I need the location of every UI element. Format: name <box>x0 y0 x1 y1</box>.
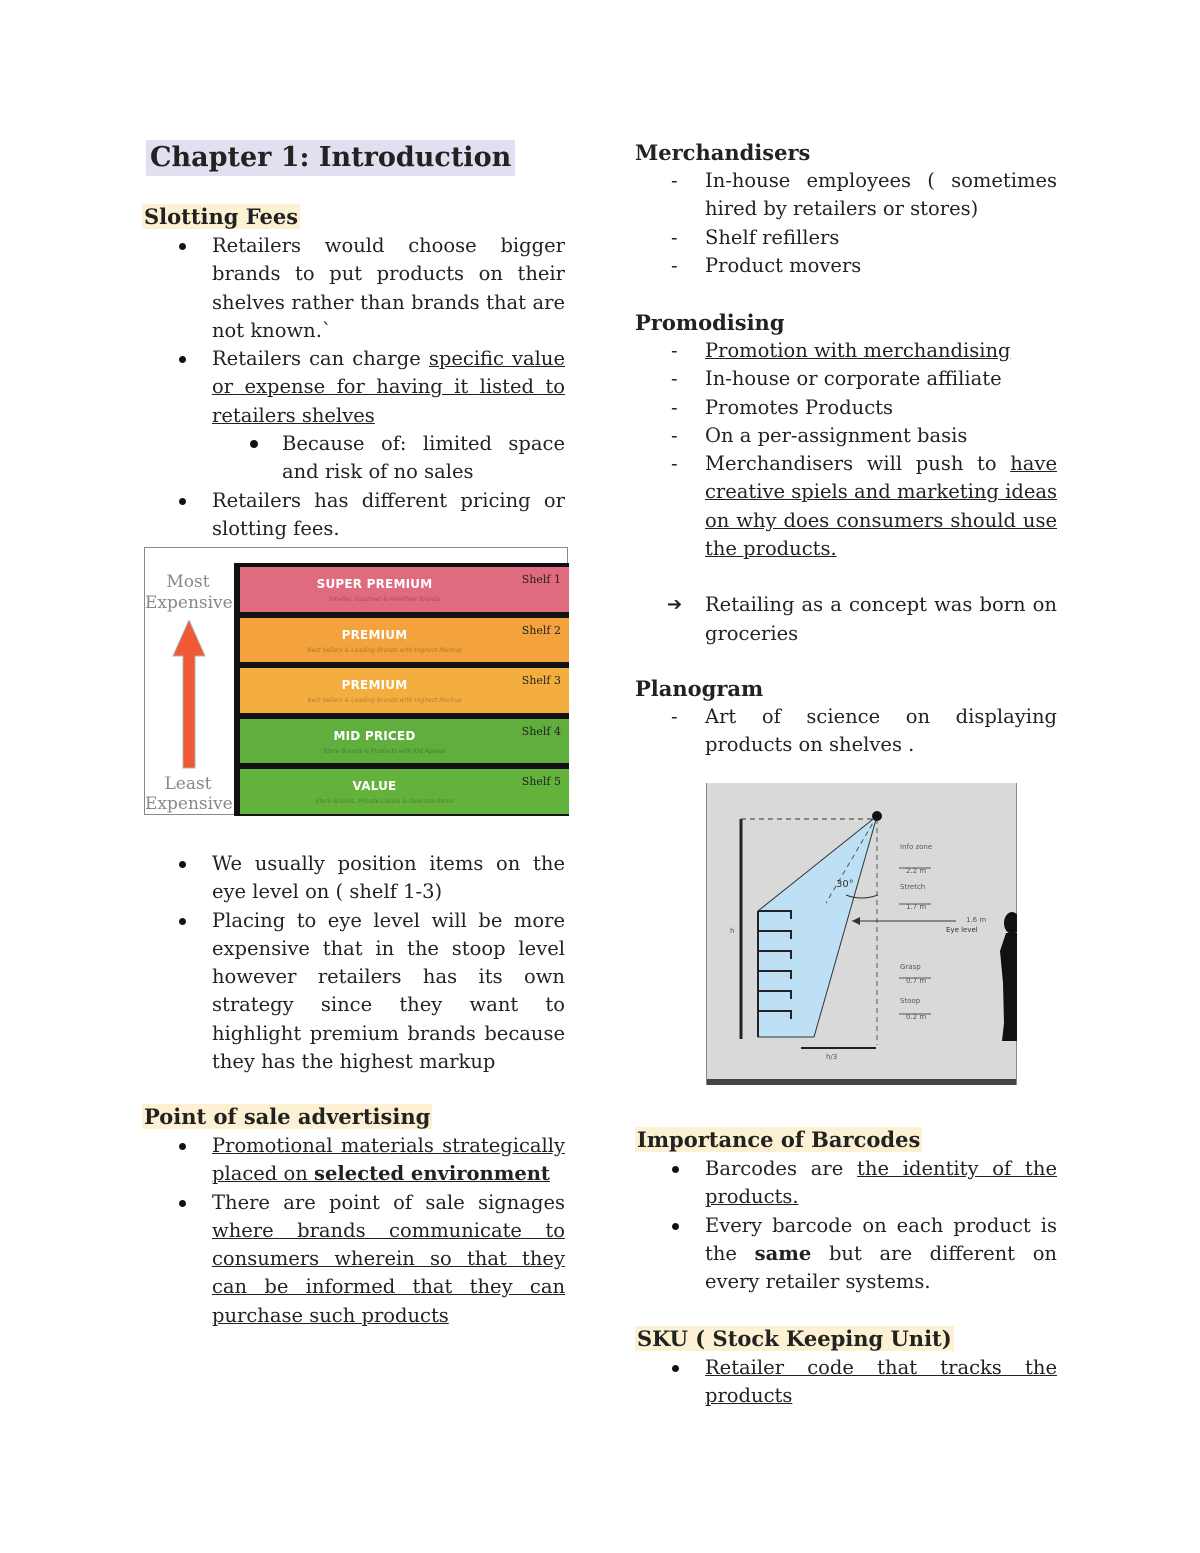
grasp-label: Grasp <box>900 963 921 971</box>
shelf-label: Shelf 3 <box>521 674 561 688</box>
shelf-label: Shelf 5 <box>521 775 561 789</box>
pos-heading: Point of sale advertising <box>144 1104 431 1129</box>
list-item: Retailers can charge specific value or expense for having it listed to retailers shelves Because of: limited space and risk of no sales <box>142 345 565 486</box>
slotting-list <box>142 232 565 543</box>
most-label: Most <box>166 572 210 592</box>
promodising-heading: Promodising <box>635 310 785 335</box>
barcodes-section <box>635 1126 1057 1296</box>
up-arrow-icon <box>171 620 207 770</box>
list-item: Promotional materials strategically placed on selected environment <box>142 1132 565 1189</box>
list-item: Retailers has different pricing or slotting fees. <box>142 487 565 544</box>
planogram-heading: Planogram <box>635 676 764 701</box>
slotting-heading: Slotting Fees <box>144 204 299 229</box>
shelf-label: Shelf 1 <box>521 573 561 586</box>
height-label: 1.6 m <box>966 916 987 924</box>
shelf-title: VALUE <box>352 779 397 794</box>
shelf-bar <box>240 719 569 764</box>
eye-level-section <box>142 850 565 1076</box>
merchandisers-section <box>635 139 1057 280</box>
slotting-section <box>142 203 565 543</box>
sku-heading: SKU ( Stock Keeping Unit) <box>637 1326 952 1351</box>
shelf-subtitle: Smaller, Gourmet & Healthier Brands <box>328 596 441 603</box>
list-item: - Product movers <box>635 252 1057 280</box>
sku-section <box>635 1325 1057 1411</box>
arrow-item: ➔ Retailing as a concept was born on groceries <box>635 591 1057 648</box>
list-item: - In-house or corporate affiliate <box>635 365 1057 393</box>
list-item: - Art of science on displaying products on shelves . <box>635 703 1057 760</box>
list-item: Barcodes are the identity of the products. <box>635 1155 1057 1212</box>
shelf-bar <box>240 769 569 814</box>
expensive-top-label: Expensive <box>145 593 233 613</box>
planogram-diagram <box>706 783 1017 1085</box>
shelf-title: MID PRICED <box>333 728 416 743</box>
shelf-title: PREMIUM <box>341 627 408 642</box>
sub-list <box>142 430 565 487</box>
stoop-label: Stoop <box>900 997 921 1005</box>
list-item: We usually position items on the eye level on ( shelf 1-3) <box>142 850 565 907</box>
base-label: h/3 <box>826 1053 838 1061</box>
list-item: - On a per-assignment basis <box>635 422 1057 450</box>
list-item: - Promotion with merchandising <box>635 337 1057 365</box>
list-item: Because of: limited space and risk of no sales <box>142 430 565 487</box>
list-item: - Shelf refillers <box>635 224 1057 252</box>
list-item: Every barcode on each product is the same but are different on every retailer systems. <box>635 1212 1057 1297</box>
pos-section <box>142 1103 565 1330</box>
shelf-bar <box>240 668 569 713</box>
shelf-title: PREMIUM <box>341 678 408 693</box>
shelf-title: SUPER PREMIUM <box>316 577 433 591</box>
h-label: h <box>730 927 735 935</box>
merchandisers-heading: Merchandisers <box>635 140 811 165</box>
list-item: - Promotes Products <box>635 394 1057 422</box>
info-zone-label: Info zone <box>900 843 933 851</box>
list-item: - In-house employees ( sometimes hired by retailers or stores) <box>635 167 1057 224</box>
height-label: 0.2 m <box>906 1013 927 1021</box>
eye-level-label: Eye level <box>946 926 978 934</box>
list-item: Retailers would choose bigger brands to put products on their shelves rather than brands that are not known.` <box>142 232 565 345</box>
promodising-section <box>635 309 1057 648</box>
shelf-subtitle: Best Sellers & Leading Brands with Highest Markup <box>307 697 462 705</box>
height-label: 2.2 m <box>906 867 927 875</box>
list-item: - Merchandisers will push to have creative spiels and marketing ideas on why does consumers should use the products. <box>635 450 1057 563</box>
angle-label: 30° <box>836 879 854 890</box>
expensive-bottom-label: Expensive <box>145 794 233 814</box>
shelf-stack <box>234 563 569 816</box>
planogram-section <box>635 675 1057 760</box>
shelf-subtitle: Best Sellers & Leading Brands with Highest Markup <box>307 646 462 654</box>
shelf-subtitle: Store Brands, Private Labels & Oversize Items <box>315 798 454 806</box>
chapter-title: Chapter 1: Introduction <box>146 140 515 176</box>
least-label: Least <box>164 774 212 794</box>
height-label: 1.7 m <box>906 903 927 911</box>
list-item: Retailer code that tracks the products <box>635 1354 1057 1411</box>
shelf-subtitle: Store Brands & Products with Kid Appeal <box>323 747 446 755</box>
shelf-label: Shelf 4 <box>521 724 561 738</box>
barcodes-heading: Importance of Barcodes <box>637 1127 921 1152</box>
height-label: 0.7 m <box>906 977 927 985</box>
list-item: There are point of sale signages where brands communicate to consumers wherein so that they can be informed that they can purchase such products <box>142 1189 565 1330</box>
shelf-bar <box>240 618 569 663</box>
shelf-label: Shelf 2 <box>521 623 561 637</box>
list-item: Placing to eye level will be more expensive that in the stoop level however retailers has its own strategy since they want to highlight premium brands because they has the highest markup <box>142 907 565 1077</box>
shelf-pricing-figure <box>144 547 568 815</box>
shelf-bar <box>240 567 569 612</box>
stretch-label: Stretch <box>900 883 926 891</box>
